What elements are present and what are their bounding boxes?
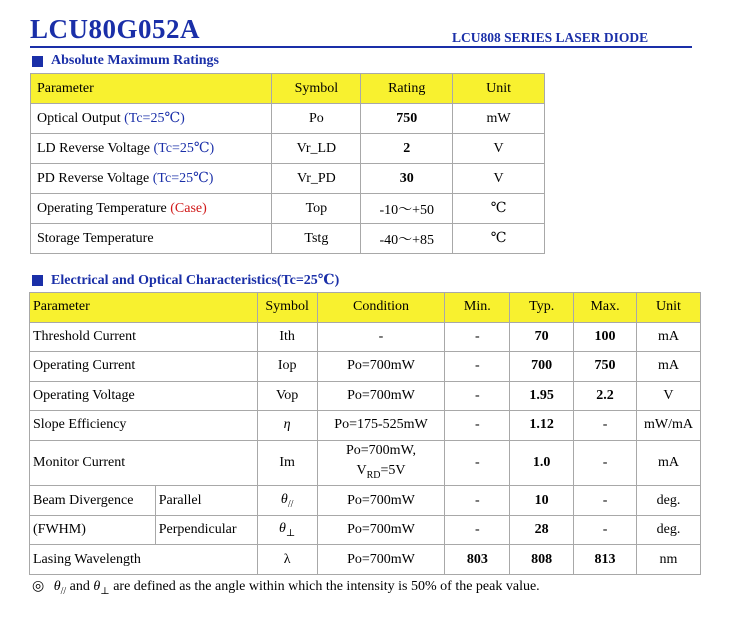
typ-cell: 1.95 xyxy=(510,381,574,411)
table-row xyxy=(31,164,545,194)
symbol-cell: Iop xyxy=(257,352,317,382)
parameter-cell xyxy=(31,134,272,164)
min-cell: - xyxy=(445,352,510,382)
table-header-row xyxy=(31,74,545,104)
symbol-cell: Po xyxy=(272,104,361,134)
electrical-optical-characteristics-table xyxy=(29,292,701,575)
column-header: Parameter xyxy=(30,293,258,323)
rating-cell: 2 xyxy=(361,134,453,164)
min-cell: - xyxy=(445,411,510,441)
parallel-subscript: // xyxy=(60,585,67,597)
parameter-cell: (FWHM) xyxy=(30,515,156,545)
typ-cell: 70 xyxy=(510,322,574,352)
typ-cell: 28 xyxy=(510,515,574,545)
max-cell: - xyxy=(574,486,637,516)
unit-cell: V xyxy=(453,134,545,164)
title-divider xyxy=(30,46,692,48)
condition-cell: Po=700mW xyxy=(317,515,445,545)
double-circle-icon: ◎ xyxy=(32,579,45,594)
symbol-cell: Vr_PD xyxy=(272,164,361,194)
parameter-condition: (Tc=25℃) xyxy=(152,171,214,186)
document-title: LCU80G052A xyxy=(30,14,201,44)
typ-cell: 700 xyxy=(510,352,574,382)
column-header: Typ. xyxy=(510,293,574,323)
unit-cell: ℃ xyxy=(453,224,545,254)
table-row xyxy=(30,352,701,382)
table-row xyxy=(30,440,701,486)
parameter-cell: Slope Efficiency xyxy=(30,411,258,441)
parameter-condition: (Tc=25℃) xyxy=(153,141,215,156)
column-header: Unit xyxy=(636,293,700,323)
table-row xyxy=(31,224,545,254)
min-cell: - xyxy=(445,381,510,411)
symbol-cell: Im xyxy=(257,440,317,486)
symbol-subscript: ⊥ xyxy=(285,527,296,539)
unit-cell: V xyxy=(453,164,545,194)
rating-cell: -10～+50 xyxy=(361,194,453,224)
footnote-text: are defined as the angle within which the intensity is 50% of the peak value. xyxy=(109,579,540,594)
symbol-cell xyxy=(257,515,317,545)
parameter-name: LD Reverse Voltage xyxy=(37,141,154,156)
square-bullet-icon xyxy=(32,275,43,286)
eoc-heading-text: Electrical and Optical Characteristics(Tc=25℃) xyxy=(51,273,340,288)
condition-cell: Po=700mW xyxy=(317,545,445,575)
parameter-name: Optical Output xyxy=(37,111,125,126)
unit-cell: mA xyxy=(636,352,700,382)
condition-var: V xyxy=(356,462,367,478)
column-header: Symbol xyxy=(272,74,361,104)
min-cell: - xyxy=(445,440,510,486)
max-cell: - xyxy=(574,515,637,545)
min-cell: - xyxy=(445,322,510,352)
max-cell: 750 xyxy=(574,352,637,382)
sub-parameter-cell: Parallel xyxy=(155,486,257,516)
column-header: Max. xyxy=(574,293,637,323)
typ-cell: 1.0 xyxy=(510,440,574,486)
footnote xyxy=(32,578,540,597)
symbol-glyph: θ xyxy=(279,521,286,537)
unit-cell: mW xyxy=(453,104,545,134)
column-header: Condition xyxy=(317,293,445,323)
max-cell: 100 xyxy=(574,322,637,352)
column-header: Rating xyxy=(361,74,453,104)
unit-cell: mA xyxy=(636,322,700,352)
parameter-cell: Monitor Current xyxy=(30,440,258,486)
square-bullet-icon xyxy=(32,56,43,67)
theta-symbol: θ xyxy=(93,579,101,594)
footnote-and: and xyxy=(66,579,94,594)
unit-cell: mW/mA xyxy=(636,411,700,441)
table-row xyxy=(31,134,545,164)
parameter-cell: Beam Divergence xyxy=(30,486,156,516)
theta-symbol: θ xyxy=(53,579,61,594)
parameter-cell xyxy=(31,194,272,224)
unit-cell: mA xyxy=(636,440,700,486)
unit-cell: ℃ xyxy=(453,194,545,224)
condition-cell: Po=700mW xyxy=(317,486,445,516)
symbol-cell xyxy=(257,486,317,516)
condition-subscript: RD xyxy=(366,469,381,481)
symbol-cell: Tstg xyxy=(272,224,361,254)
amr-heading xyxy=(32,53,219,69)
amr-heading-text: Absolute Maximum Ratings xyxy=(51,53,220,68)
max-cell: - xyxy=(574,440,637,486)
sub-parameter-cell: Perpendicular xyxy=(155,515,257,545)
condition-cell: Po=175-525mW xyxy=(317,411,445,441)
rating-cell: 30 xyxy=(361,164,453,194)
table-row xyxy=(31,194,545,224)
min-cell: - xyxy=(445,486,510,516)
column-header: Unit xyxy=(453,74,545,104)
symbol-subscript: // xyxy=(287,498,294,510)
perpendicular-subscript: ⊥ xyxy=(100,585,110,597)
table-row xyxy=(30,411,701,441)
parameter-cell xyxy=(31,164,272,194)
max-cell: 2.2 xyxy=(574,381,637,411)
condition-line: Po=700mW, xyxy=(346,442,416,458)
table-row xyxy=(30,515,701,545)
condition-cell: Po=700mW xyxy=(317,381,445,411)
parameter-cell: Operating Current xyxy=(30,352,258,382)
rating-cell: 750 xyxy=(361,104,453,134)
unit-cell: deg. xyxy=(636,515,700,545)
condition-cell: Po=700mW xyxy=(317,352,445,382)
table-row xyxy=(30,545,701,575)
table-row xyxy=(30,486,701,516)
symbol-cell: Top xyxy=(272,194,361,224)
symbol-cell: Ith xyxy=(257,322,317,352)
table-row xyxy=(31,104,545,134)
condition-value: =5V xyxy=(380,462,406,478)
parameter-cell: Threshold Current xyxy=(30,322,258,352)
min-cell: - xyxy=(445,515,510,545)
symbol-cell: Vop xyxy=(257,381,317,411)
table-header-row xyxy=(30,293,701,323)
parameter-cell: Lasing Wavelength xyxy=(30,545,258,575)
max-cell: 813 xyxy=(574,545,637,575)
table-row xyxy=(30,322,701,352)
min-cell: 803 xyxy=(445,545,510,575)
unit-cell: V xyxy=(636,381,700,411)
series-label: LCU808 SERIES LASER DIODE xyxy=(452,30,649,45)
parameter-condition: (Tc=25℃) xyxy=(124,111,185,126)
column-header: Symbol xyxy=(257,293,317,323)
symbol-cell: η xyxy=(257,411,317,441)
typ-cell: 10 xyxy=(510,486,574,516)
condition-cell: - xyxy=(317,322,445,352)
parameter-condition: (Case) xyxy=(170,200,207,216)
rating-cell: -40～+85 xyxy=(361,224,453,254)
symbol-cell: Vr_LD xyxy=(272,134,361,164)
condition-cell xyxy=(317,440,445,486)
condition-line xyxy=(321,461,442,486)
typ-cell: 1.12 xyxy=(510,411,574,441)
symbol-glyph: θ xyxy=(280,491,288,507)
parameter-cell: Storage Temperature xyxy=(31,224,272,254)
eoc-heading xyxy=(32,272,339,289)
parameter-name: PD Reverse Voltage xyxy=(37,171,153,186)
parameter-cell: Operating Voltage xyxy=(30,381,258,411)
parameter-name: Operating Temperature xyxy=(37,200,171,216)
unit-cell: deg. xyxy=(636,486,700,516)
unit-cell: nm xyxy=(636,545,700,575)
max-cell: - xyxy=(574,411,637,441)
typ-cell: 808 xyxy=(510,545,574,575)
column-header: Min. xyxy=(445,293,510,323)
absolute-maximum-ratings-table xyxy=(30,73,545,254)
column-header: Parameter xyxy=(31,74,272,104)
parameter-cell xyxy=(31,104,272,134)
symbol-cell: λ xyxy=(257,545,317,575)
table-row xyxy=(30,381,701,411)
